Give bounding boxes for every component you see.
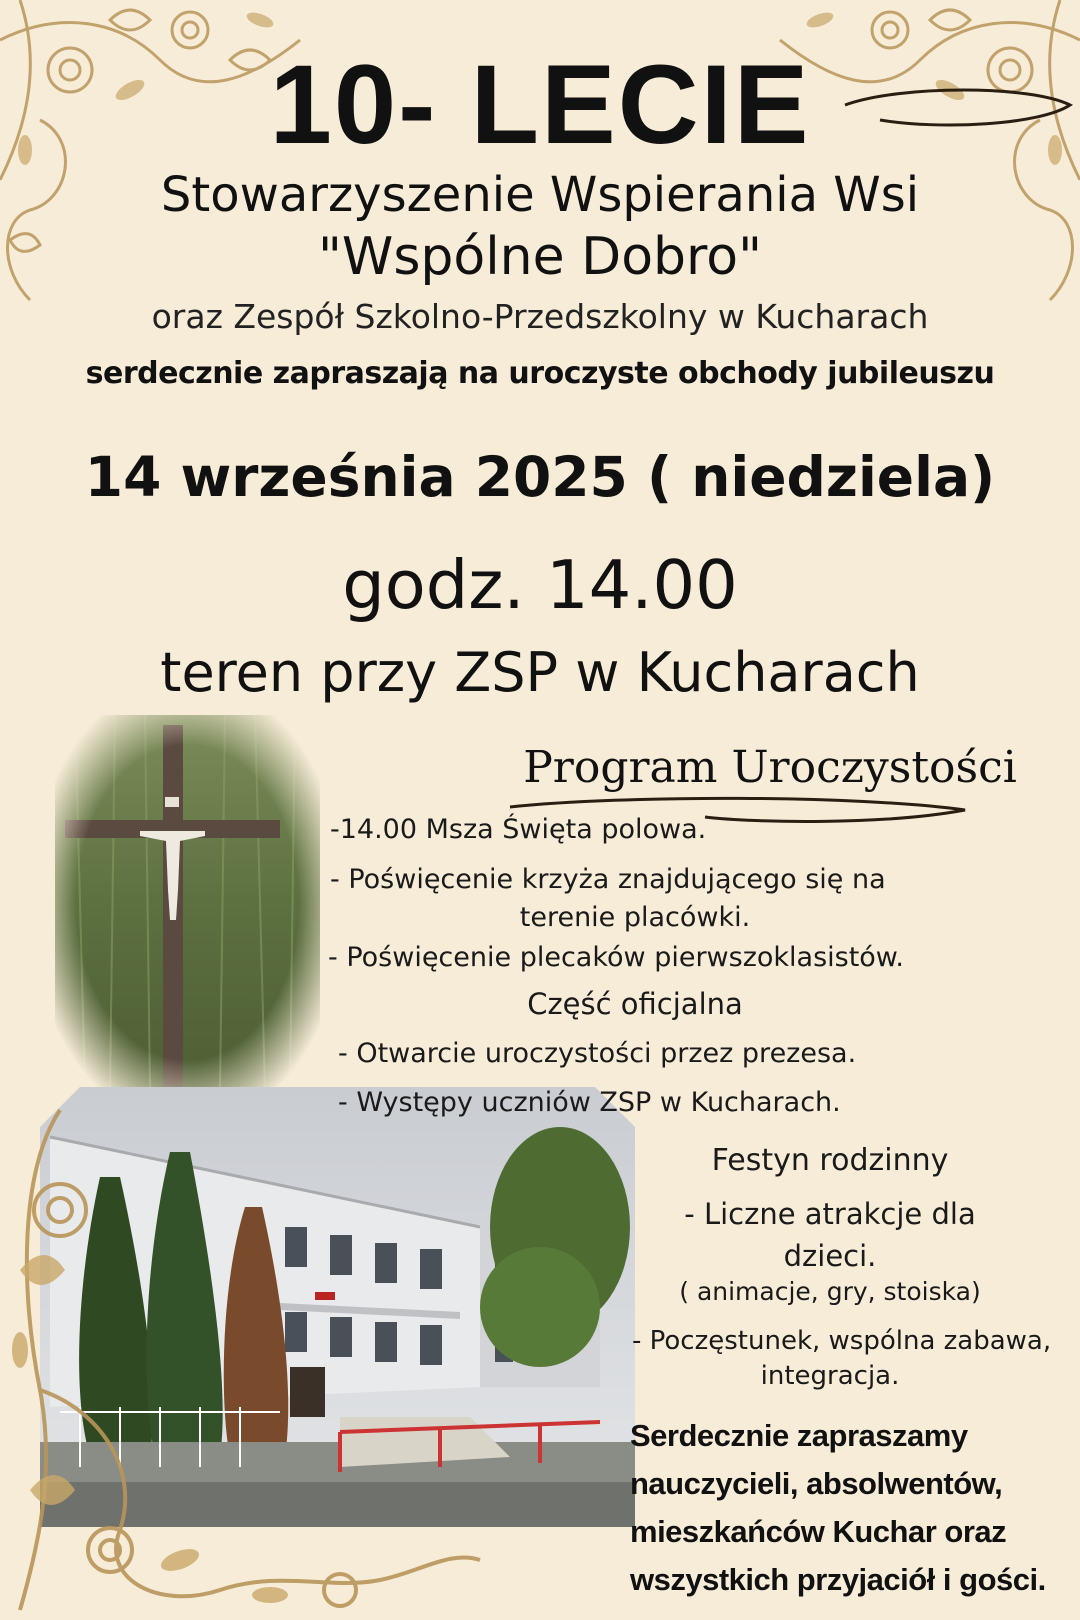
program-title: Program Uroczystości (523, 742, 1017, 793)
invitation-line: serdecznie zapraszają na uroczyste obchody jubileuszu (85, 356, 995, 391)
program-item-refreshments: - Poczęstunek, wspólna zabawa, (632, 1326, 1052, 1356)
organizer-name-line1: Stowarzyszenie Wspierania Wsi (160, 167, 920, 223)
program-item-performances: - Występy uczniów ZSP w Kucharach. (338, 1087, 841, 1118)
anniversary-title: 10- LECIE (269, 42, 811, 167)
co-organizer: oraz Zespół Szkolno-Przedszkolny w Kucharach (151, 297, 929, 336)
program-section-festival: Festyn rodzinny (711, 1143, 949, 1178)
corner-ornament-bottom-left (0, 1090, 500, 1620)
cross-photo (55, 715, 320, 1090)
closing-invitation (630, 1412, 1080, 1604)
event-place: teren przy ZSP w Kucharach (160, 641, 920, 704)
closing-line-3: mieszkańców Kuchar oraz (630, 1514, 1007, 1549)
event-date: 14 września 2025 ( niedziela) (84, 445, 996, 509)
program-item-cross-blessing: - Poświęcenie krzyża znajdującego się na (330, 864, 886, 895)
program-item-backpack-blessing: - Poświęcenie plecaków pierwszoklasistów. (328, 942, 904, 973)
program-item-attractions: - Liczne atrakcje dla (684, 1197, 976, 1231)
program-item-refreshments-cont: integracja. (760, 1361, 900, 1391)
program-item-attractions-cont: dzieci. (783, 1239, 877, 1273)
closing-line-1: Serdecznie zapraszamy (630, 1418, 968, 1453)
organizer-name-line2: "Wspólne Dobro" (317, 227, 762, 287)
program-item-attractions-detail: ( animacje, gry, stoiska) (679, 1277, 981, 1306)
program-item-cross-blessing-cont: terenie placówki. (519, 902, 751, 933)
closing-line-2: nauczycieli, absolwentów, (630, 1466, 1003, 1501)
program-section-official: Część oficjalna (527, 987, 743, 1021)
program-item-opening: - Otwarcie uroczystości przez prezesa. (338, 1038, 857, 1069)
closing-line-4: wszystkich przyjaciół i gości. (630, 1562, 1046, 1597)
program-item-mass: -14.00 Msza Święta polowa. (330, 814, 707, 845)
event-time: godz. 14.00 (342, 546, 738, 624)
